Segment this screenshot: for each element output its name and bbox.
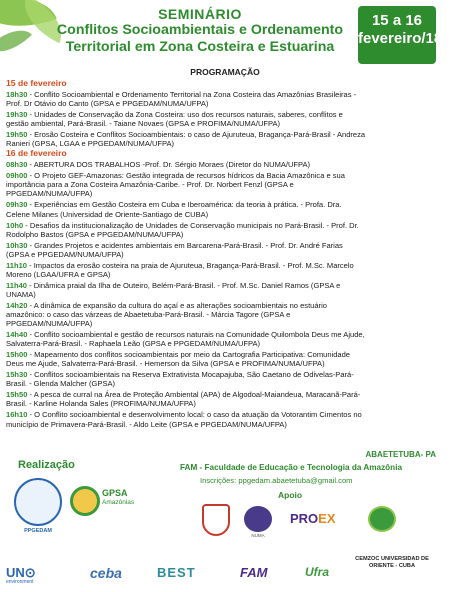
location-label: ABAETETUBA- PA [365,450,436,459]
schedule-item [6,350,366,368]
poster-subtitle [40,22,360,56]
schedule-item [6,301,366,328]
schedule-item [6,90,366,108]
realizacao-heading: Realização [18,459,75,471]
schedule-time: 18h30 [6,90,28,99]
best-logo: BEST [157,565,196,580]
fam-label: FAM - Faculdade de Educação e Tecnologia da Amazônia [180,463,403,472]
schedule-text: - Conflito Socioambiental e Ordenamento Territorial na Zona Costeira das Amazônias Brasileiras - Prof. Dr Otávio do Canto (GPSA e PPGEDAM/NUMA/UFPA) [6,90,357,109]
schedule-item [6,370,366,388]
schedule-text: - Experiências em Gestão Costeira em Cuba e Iberoamérica: da teoria à prática. - Profa. Dra. Celene Milanes (Universidad de Oriente-Santiago de CUBA) [6,200,342,219]
schedule-text: - A pesca de curral na Área de Proteção Ambiental (APA) de Algodoal-Maiandeua, Maracanã-Pará-Brasil. - Karline Holanda Sales (PROFIMA/NUMA/UFPA) [6,390,361,409]
date-month: fevereiro/18 [358,30,443,47]
schedule-item [6,171,366,198]
subtitle-line2: Territorial em Zona Costeira e Estuarina [65,39,335,55]
cemzoc-label: CEMZOC UNIVERSIDAD DE ORIENTE - CUBA [355,556,429,569]
schedule-item [6,200,366,218]
poster-title: SEMINÁRIO [158,6,242,22]
schedule-time: 14h40 [6,330,28,340]
fam-logo: FAM [240,565,268,580]
proex-logo [290,511,336,526]
schedule-time: 09h00 [6,171,28,181]
schedule-time: 15h50 [6,390,28,400]
day1-schedule [6,90,366,148]
proex-label-a: PRO [290,511,319,526]
numa-logo [244,506,272,532]
gpsa-logo [70,486,100,516]
schedule-item [6,390,366,408]
date-badge [358,6,443,64]
schedule-time: 10h30 [6,240,28,250]
schedule-item [6,160,366,169]
schedule-text: - Erosão Costeira e Conflitos Socioambientais: o caso de Ajuruteua, Bragança-Pará-Brasil - Andreza Ranieri (GPSA, LGAA e PPGEDAM/NUMA/UFPA) [6,130,366,149]
schedule-time: 19h50 [6,130,28,140]
day2-schedule [6,160,366,428]
schedule-item [6,221,366,239]
schedule-text: - ABERTURA DOS TRABALHOS -Prof. Dr. Sérgio Moraes (Diretor do NUMA/UFPA) [27,160,311,170]
program-content [6,78,366,429]
schedule-time: 09h30 [6,200,28,210]
schedule-time: 08h30 [6,160,28,170]
schedule-item [6,410,366,428]
programacao-heading: PROGRAMAÇÃO [190,67,260,77]
schedule-text: - Desafios da institucionalização de Unidades de Conservação municipais no Pará-Brasil. - Prof. Dr. Rodolpho Bastos (GPSA e PPGEDAM/NUMA/UFPA) [6,220,359,239]
schedule-item [6,261,366,279]
apoio-heading: Apoio [278,490,303,500]
schedule-time: 11h40 [6,280,27,290]
schedule-text: - Conflito socioambiental e gestão de recursos naturais na Comunidade Quilombola Deus me Ajude, Salvaterra-Pará-Brasil. - Raphaela Leão (GPSA e PPGEDAM/NUMA/UFPA) [6,330,365,349]
schedule-time: 16h10 [6,410,28,420]
ceba-logo: ceba [90,565,122,581]
schedule-text: - Conflitos socioambientais na Reserva Extrativista Mocapajuba, São Caetano de Odivelas-Pará-Brasil. - Glenda Malcher (GPSA) [6,370,354,389]
schedule-text: - Impactos da erosão costeira na praia de Ajuruteua, Bragança-Pará-Brasil. - Prof. M.Sc. Marcelo Moreno (LGAA/UFRA e GPSA) [6,260,354,279]
schedule-time: 15h30 [6,370,28,380]
cemzoc-logo [368,506,396,532]
schedule-item [6,330,366,348]
schedule-text: - O Conflito socioambiental e desenvolvimento local: o caso da atuação da Votorantim Cimentos no município de Primavera-Pará-Brasil. - Aldo Leite (GPSA e PPGEDAM/NUMA/UFPA) [6,410,362,429]
un-environment-label: environment [6,579,34,585]
schedule-item [6,110,366,128]
day1-heading: 15 de fevereiro [6,78,67,88]
date-days: 15 a 16 [371,12,423,29]
schedule-item [6,281,366,299]
ufra-logo: Ufra [305,565,330,579]
un-environment-logo: UN⊙ [6,565,36,580]
inscricoes-email[interactable]: Inscrições: ppgedam.abaetetuba@gmail.com [200,476,353,485]
schedule-text: - Grandes Projetos e acidentes ambientais em Barcarena-Pará-Brasil. - Prof. Dr. André Farias (GPSA e PPGEDAM/NUMA/UFPA) [6,240,343,259]
day2-heading: 16 de fevereiro [6,148,67,159]
gpsa-label: GPSA [102,488,128,498]
subtitle-line1: Conflitos Socioambientais e Ordenamento [56,22,344,38]
schedule-time: 15h00 [6,350,28,360]
schedule-time: 19h30 [6,110,28,120]
schedule-time: 10h0 [6,220,24,230]
schedule-text: - Unidades de Conservação da Zona Costeira: uso dos recursos naturais, saberes, conflitos e gestão ambiental, Pará-Brasil. - Taiane Novaes (GPSA e PROFIMA/NUMA/UFPA) [6,110,343,129]
ppgedam-label: PPGEDAM [24,528,52,534]
schedule-item [6,130,366,148]
gpsa-sublabel: Amazônias [102,499,135,506]
schedule-text: - O Projeto GEF-Amazonas: Gestão integrada de recursos hídricos da Bacia Amazônica e sua importância para a Zona Costeira Amazônia-Caribe. - Prof. Dr. Norbert Fenzl (GPSA e PPGEDAM/NUMA/UFPA) [6,171,345,199]
schedule-text: - Dinâmica praial da Ilha de Outeiro, Belém-Pará-Brasil. - Prof. M.Sc. Daniel Ramos (GPSA e UNAMA) [6,280,341,299]
schedule-text: - Mapeamento dos conflitos socioambientais por meio da Cartografia Participativa: Comunidade Deus me Ajude, Salvaterra-Pará-Brasil. - Hemerson da Silva (GPSA e PROFIMA/NUMA/UFPA) [6,350,350,369]
ppgedam-logo [14,478,62,526]
schedule-text: - A dinâmica de expansão da cultura do açaí e as alterações socioambientais no estuário amazônico: o caso das várzeas de Abaetetuba-Pará-Brasil. - Márcia Tagore (GPSA e PPGEDAM/NUMA/UFPA) [6,300,327,329]
schedule-item [6,241,366,259]
schedule-time: 11h10 [6,260,27,270]
ufpa-crest-logo [202,504,230,536]
proex-label-b: EX [318,511,336,526]
numa-label: NUMA [251,533,265,538]
schedule-time: 14h20 [6,300,28,310]
